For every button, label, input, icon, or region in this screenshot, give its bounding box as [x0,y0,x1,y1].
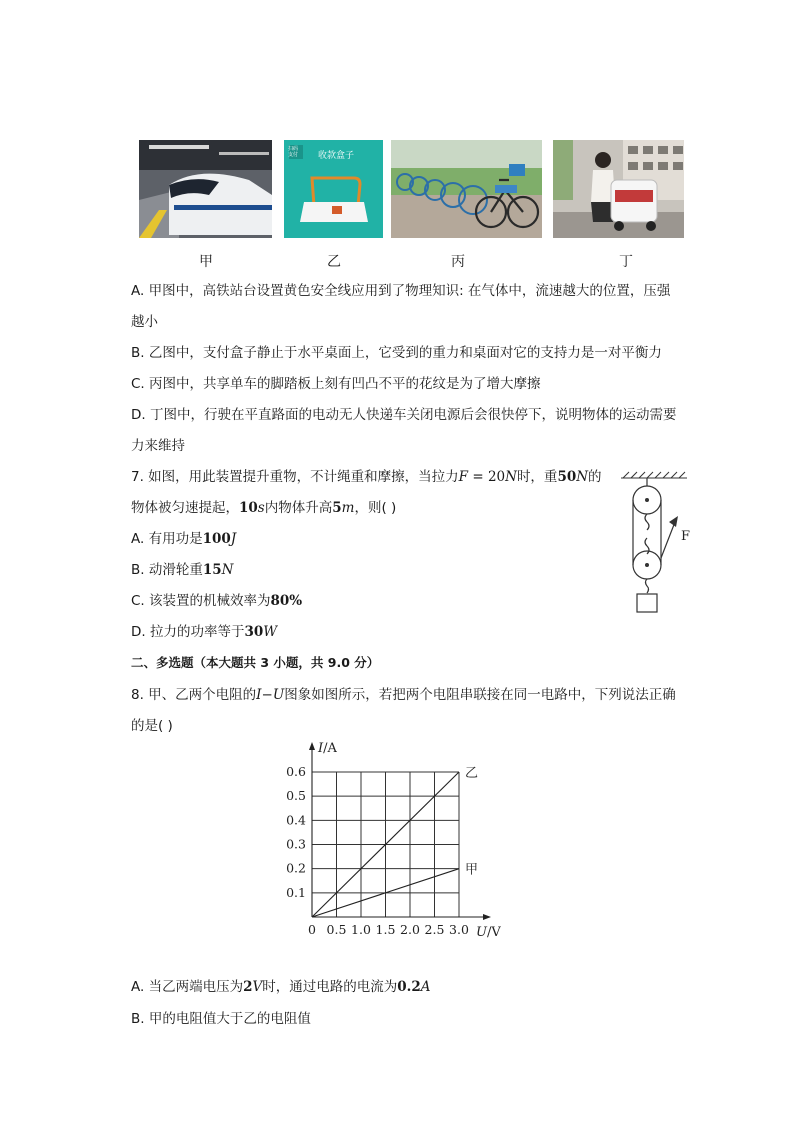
q7-option-b: B. 动滑轮重15N [131,562,234,578]
x-tick-label: 2.5 [424,922,445,937]
caption-jia: 甲 [199,254,213,270]
x-tick-label: 0.5 [326,922,347,937]
y-tick-label: 0.5 [286,788,306,804]
section-title-multiple-choice: 二、多选题（本大题共 3 小题，共 9.0 分） [131,655,380,670]
x-tick-label: 1.5 [375,922,396,937]
q8-stem-line1: 8. 甲、乙两个电阻的I−U图象如图所示，若把两个电阻串联接在同一电路中，下列说法正确 [131,687,676,703]
q8-stem-line2: 的是( ) [131,718,173,734]
series-label: 乙 [465,766,479,781]
q7-stem-line1: 7. 如图，用此装置提升重物，不计绳重和摩擦，当拉力F = 20N时，重50N的 [131,469,602,485]
caption-bing: 丙 [451,254,465,270]
pull-rope [661,522,675,558]
y-tick-label: 0.3 [286,836,306,852]
q7-option-c: C. 该装置的机械效率为80% [131,593,303,609]
weight-hook [646,579,649,593]
photo-delivery-robot [553,140,684,238]
x-tick-label: 1.0 [351,922,371,937]
q6-option-c: C. 丙图中，共享单车的脚踏板上刻有凹凸不平的花纹是为了增大摩擦 [131,376,541,392]
x-axis-arrow [483,914,491,920]
q8-option-b: B. 甲的电阻值大于乙的电阻值 [131,1011,311,1027]
photo-train [139,140,272,238]
q6-option-d-line1: D. 丁图中，行驶在平直路面的电动无人快递车关闭电源后会很快停下，说明物体的运动需要 [131,407,677,423]
y-tick-label: 0.4 [286,812,306,828]
q8-option-a: A. 当乙两端电压为2V时，通过电路的电流为0.2A [131,979,431,995]
x-tick-label: 2.0 [400,922,420,937]
series-label: 甲 [465,862,479,878]
x-tick-label: 3.0 [449,922,469,937]
x-tick-label: 0 [308,922,316,937]
q7-stem-line2: 物体被匀速提起，10s内物体升高5m，则( ) [131,500,397,516]
caption-yi: 乙 [327,254,341,270]
ceiling-hatch [621,472,687,478]
q6-option-a-line2: 越小 [131,314,158,330]
q6-option-d-line2: 力来维持 [131,438,185,454]
y-tick-label: 0.6 [286,764,306,779]
y-axis-label: I/A [318,741,337,756]
q7-option-d: D. 拉力的功率等于30W [131,624,278,640]
q7-option-a: A. 有用功是100J [131,531,237,547]
y-axis-arrow [309,742,315,750]
y-tick-label: 0.1 [286,884,306,900]
pulley-link [645,514,649,530]
x-axis-label: U/V [476,925,501,940]
iu-graph [270,735,520,945]
weight-block [637,594,657,612]
photo-shared-bikes [391,140,542,238]
box-sign-label: 收款盒子 [318,151,355,161]
q6-option-a-line1: A. 甲图中，高铁站台设置黄色安全线应用到了物理知识: 在气体中，流速越大的位置，压强 [131,283,671,299]
y-tick-label: 0.2 [286,860,306,876]
photo-payment-box [284,140,383,238]
q6-option-b: B. 乙图中，支付盒子静止于水平桌面上，它受到的重力和桌面对它的支持力是一对平衡力 [131,345,662,361]
pulley-diagram [615,470,705,620]
box-small-label: 扫码支付 [288,146,299,158]
force-label: F [681,529,691,544]
caption-ding: 丁 [619,254,633,270]
